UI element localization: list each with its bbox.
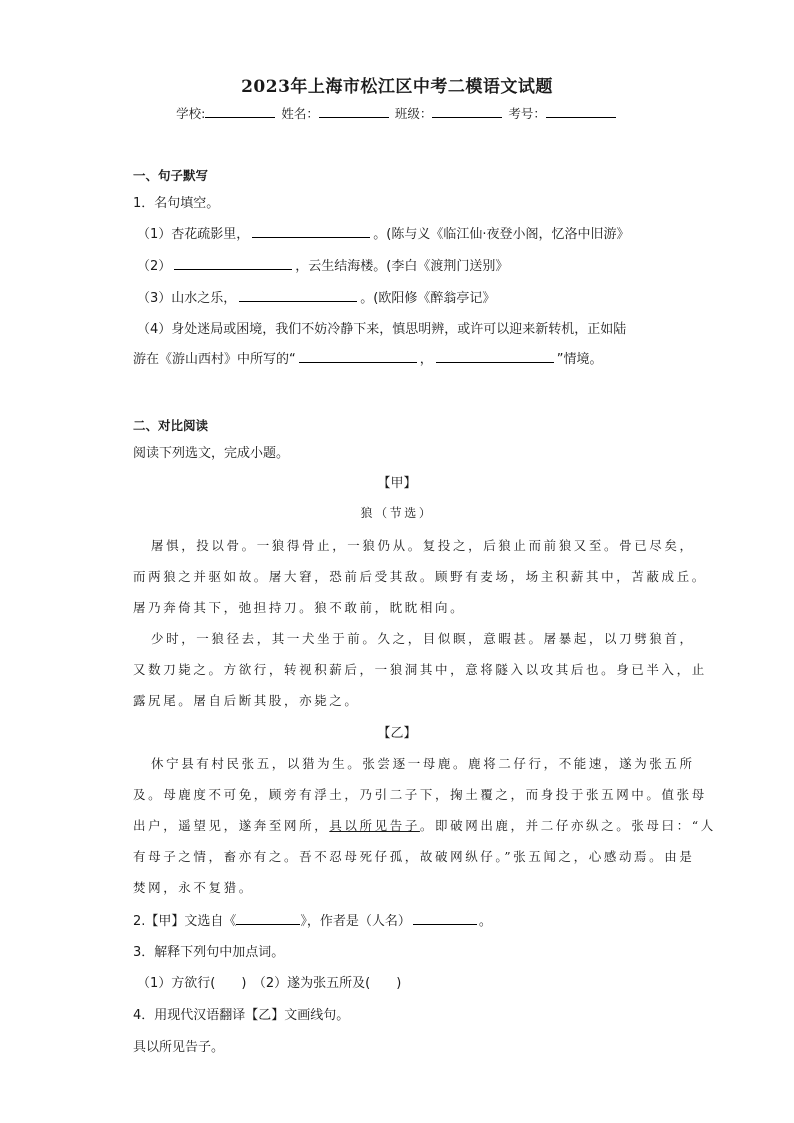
q2-prefix: 2.【甲】文选自《 (133, 914, 237, 929)
jia-line: 屠惧，投以骨。一狼得骨止，一狼仍从。复投之，后狼止而前狼又至。骨已尽矣， (151, 538, 695, 553)
fill-item-4-line1: （4）身处迷局或困境，我们不妨冷静下来，慎思明辨，或许可以迎来新转机，正如陆 (137, 322, 627, 337)
school-label: 学校: (176, 106, 206, 121)
q2-mid: 》，作者是（人名） (300, 914, 411, 929)
question-3: 3．解释下列句中加点词。 (133, 945, 285, 960)
fill-item-4-line2 (133, 348, 603, 367)
yi-line: 休宁县有村民张五，以猎为生。张尝逐一母鹿。鹿将二仔行，不能速，遂为张五所 (151, 756, 695, 771)
question-1: 1．名句填空。 (133, 196, 220, 211)
passage-yi-label: 【乙】 (377, 726, 417, 741)
yi-line: 及。母鹿度不可免，顾旁有浮土，乃引二子下，掬土覆之，而身投于张五网中。值张母 (133, 787, 707, 802)
q2-suffix: 。 (478, 914, 492, 929)
question-2 (133, 910, 492, 929)
item3-blank[interactable] (239, 288, 357, 302)
question-3-items: （1）方欲行( ) （2）遂为张五所及( ) (137, 976, 402, 991)
item4-mid: ， (419, 352, 433, 367)
yi-line: 有母子之情，畜亦有之。吾不忍母死仔孤，故破网纵仔。”张五闻之，心感动焉。由是 (133, 849, 695, 864)
item2-blank[interactable] (174, 256, 292, 270)
student-info-row (0, 104, 794, 122)
q2-source-blank[interactable] (236, 911, 300, 925)
jia-line: 屠乃奔倚其下，弛担持刀。狼不敢前，眈眈相向。 (133, 600, 466, 615)
exam-no-label: 考号： (508, 106, 546, 121)
item2-suffix: ，云生结海楼。(李白《渡荆门送别》 (295, 259, 509, 274)
item4-blank-2[interactable] (436, 349, 554, 363)
section2-instruction: 阅读下列选文，完成小题。 (133, 446, 290, 461)
jia-line: 少时，一狼径去，其一犬坐于前。久之，目似瞑，意暇甚。屠暴起，以刀劈狼首， (151, 631, 695, 646)
item1-prefix: （1）杏花疏影里， (137, 227, 250, 242)
yi-line: 焚网，永不复猎。 (133, 880, 254, 895)
item4-prefix: 游在《游山西村》中所写的“ (133, 352, 296, 367)
fill-item-3 (137, 287, 495, 306)
name-label: 姓名： (281, 106, 319, 121)
jia-line: 又数刀毙之。方欲行，转视积薪后，一狼洞其中，意将隧入以攻其后也。身已半入，止 (133, 662, 707, 677)
underlined-sentence: 具以所见告子 (329, 818, 420, 833)
item4-blank-1[interactable] (299, 349, 417, 363)
fill-item-2 (137, 255, 508, 274)
passage-jia-label: 【甲】 (377, 476, 417, 491)
yi-line (133, 816, 716, 834)
page-title: 2023年上海市松江区中考二模语文试题 (241, 77, 553, 97)
passage-jia-title: 狼（节选） (360, 506, 434, 520)
item1-blank[interactable] (252, 224, 370, 238)
yi-line-part: 。即破网出鹿，并二仔亦纵之。张母曰：“人 (419, 818, 716, 833)
item3-prefix: （3）山水之乐， (137, 291, 237, 306)
question-4: 4．用现代汉语翻译【乙】文画线句。 (133, 1008, 350, 1023)
jia-line: 露尻尾。屠自后断其股，亦毙之。 (133, 693, 360, 708)
yi-line-part: 出户，遥望见，遂奔至网所， (133, 818, 330, 833)
q2-author-blank[interactable] (413, 911, 477, 925)
item3-suffix: 。(欧阳修《醉翁亭记》 (360, 291, 496, 306)
school-blank[interactable] (205, 105, 275, 118)
section2-heading: 二、对比阅读 (133, 418, 209, 433)
question-4-sentence: 具以所见告子。 (133, 1040, 225, 1055)
jia-line: 而两狼之并驱如故。屠大窘，恐前后受其敌。顾野有麦场，场主积薪其中，苫蔽成丘。 (133, 569, 707, 584)
class-blank[interactable] (432, 105, 502, 118)
item1-suffix: 。(陈与义《临江仙·夜登小阁，忆洛中旧游》 (373, 227, 630, 242)
fill-item-1 (137, 223, 630, 242)
section1-heading: 一、句子默写 (133, 168, 209, 183)
item2-prefix: （2） (137, 259, 172, 274)
name-blank[interactable] (319, 105, 389, 118)
class-label: 班级： (394, 106, 433, 121)
item4-suffix: ”情境。 (556, 352, 603, 367)
exam-no-blank[interactable] (546, 105, 616, 118)
